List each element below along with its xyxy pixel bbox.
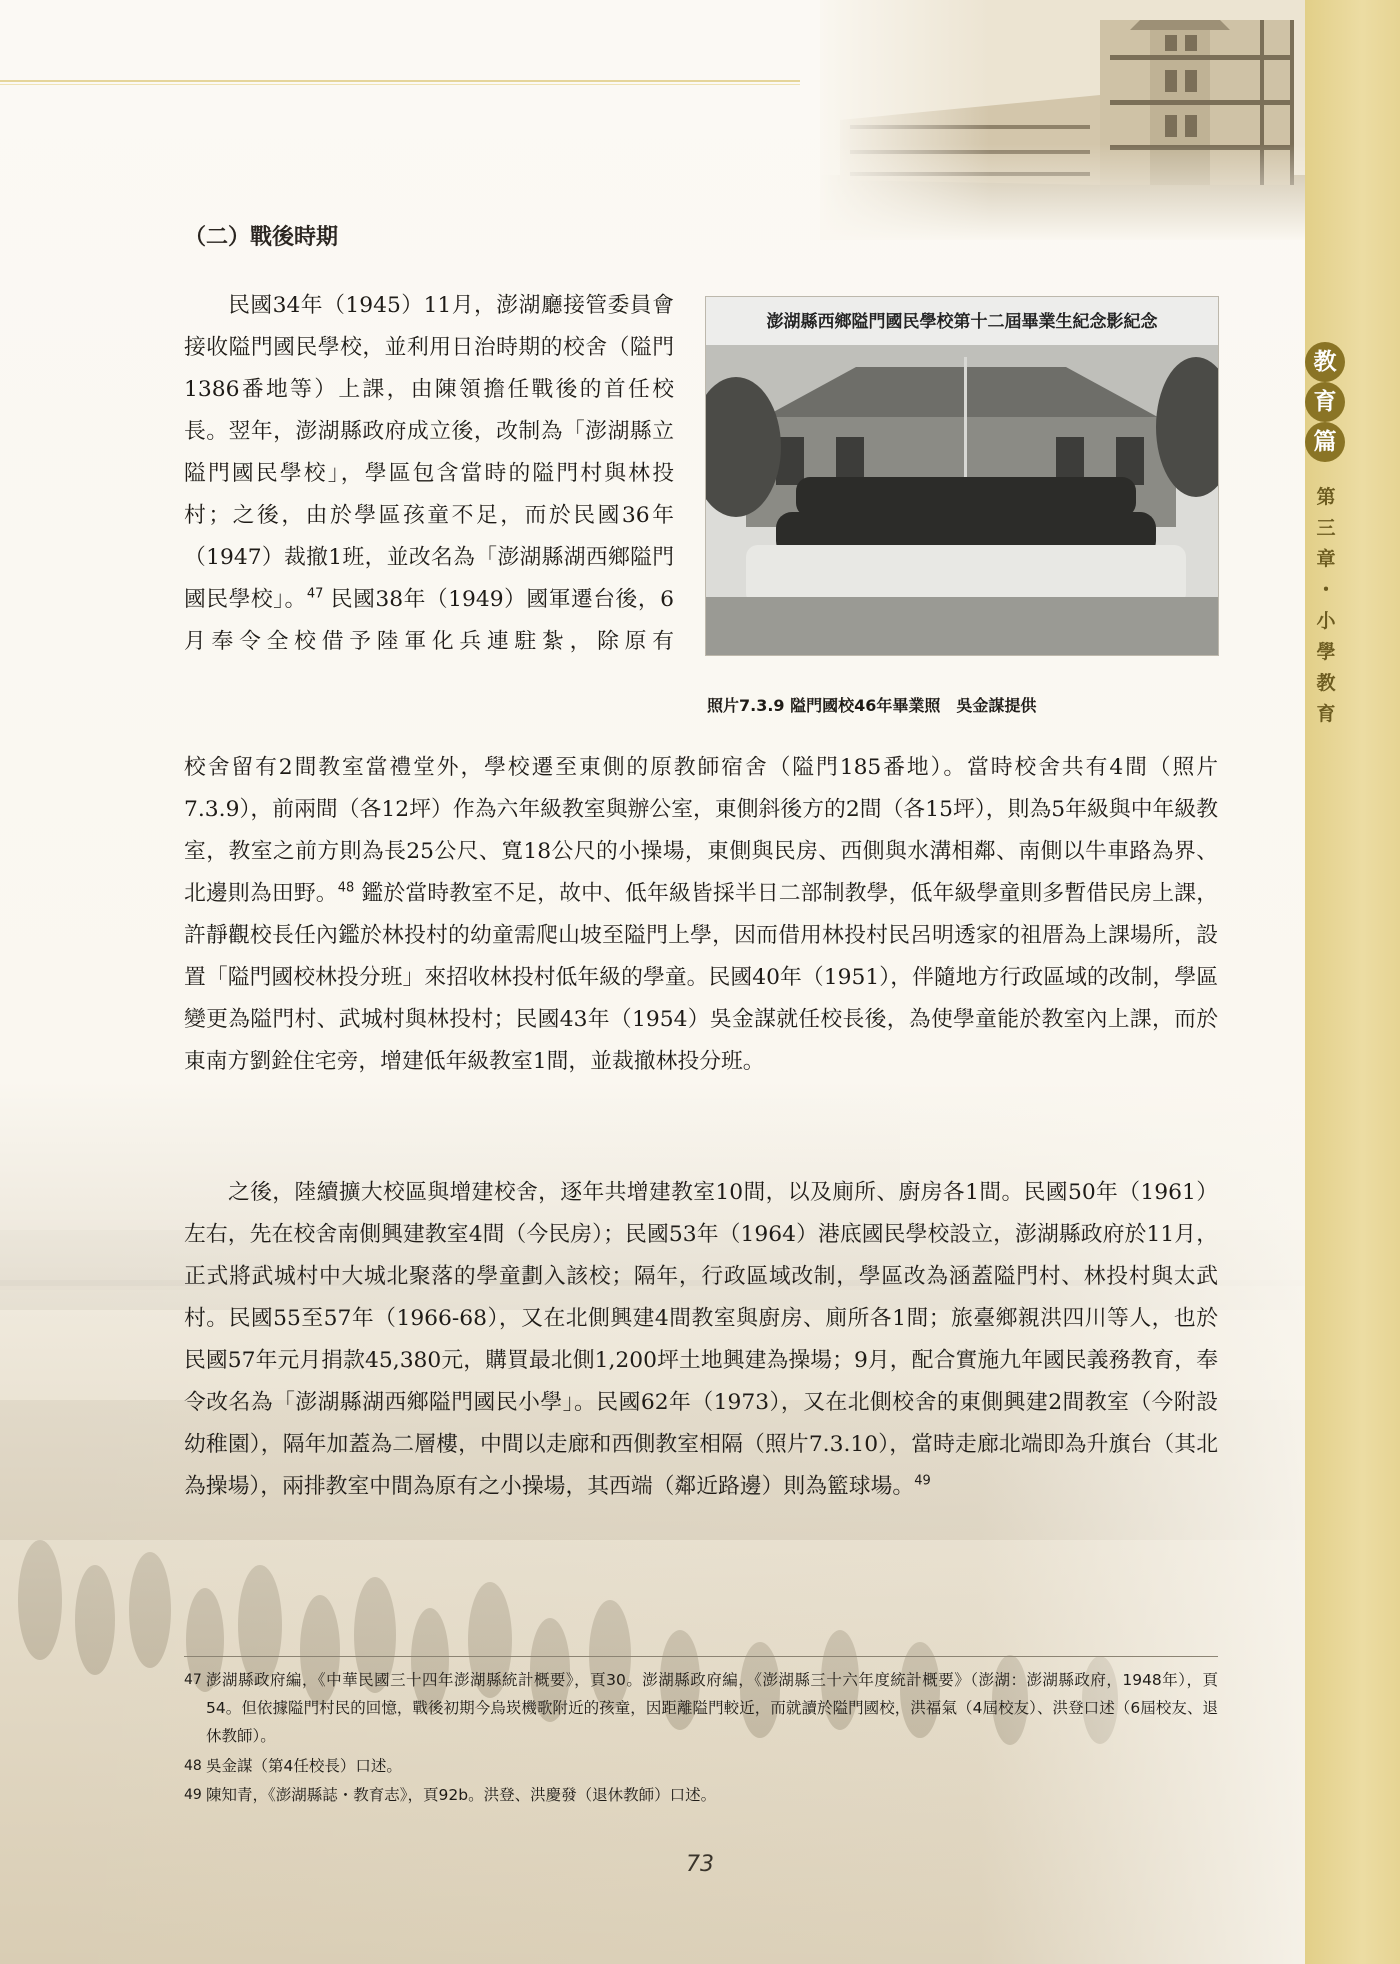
section-title: （二）戰後時期 <box>184 225 339 250</box>
header-rule <box>0 80 800 82</box>
footnote-number: 49 <box>184 1787 202 1803</box>
page-number: 73 <box>686 1852 714 1877</box>
footnote-divider <box>184 1656 1218 1657</box>
footnote-ref-48[interactable]: 48 <box>337 880 355 896</box>
paragraph-text: 民國38年（1949）國軍遷台後，6月奉令全校借予陸軍化兵連駐紮，除原有 <box>184 587 674 654</box>
header-building-image <box>820 0 1305 240</box>
footnote-ref-47[interactable]: 47 <box>306 586 324 602</box>
side-tab-char: 育 <box>1305 382 1345 422</box>
paragraph-text: 校舍留有2間教室當禮堂外，學校遷至東側的原教師宿舍（隘門185番地）。當時校舍共有4間（照片7.3.9），前兩間（各12坪）作為六年級教室與辦公室，東側斜後方的2間（各15坪），則為5年級與中年級教室，教室之前方則為長25公尺、寬18公尺的小操場，東側與民房、西側與水溝相鄰、南側以牛車路為界、北邊則為田野。 <box>184 755 1218 906</box>
footnote-number: 48 <box>184 1758 202 1774</box>
side-band <box>1305 0 1400 1964</box>
side-tab-char: 教 <box>1305 342 1345 382</box>
footnote-text: 陳知青，《澎湖縣誌・教育志》，頁92b。洪登、洪慶發（退休教師）口述。 <box>206 1786 717 1804</box>
footnote-ref-49[interactable]: 49 <box>914 1473 931 1489</box>
footnote-49 <box>184 1781 1218 1809</box>
footnote-48 <box>184 1752 1218 1780</box>
photo-title-strip: 澎湖縣西鄉隘門國民學校第十二屆畢業生紀念影紀念 <box>766 312 1158 332</box>
footnote-text: 澎湖縣政府編，《中華民國三十四年澎湖縣統計概要》，頁30。澎湖縣政府編，《澎湖縣三十六年度統計概要》（澎湖：澎湖縣政府，1948年），頁54。但依據隘門村民的回憶，戰後初期今烏崁機歌附近的孩童，因距離隘門較近，而就讀於隘門國校，洪福氣（4屆校友）、洪登口述（6屆校友、退休教師）。 <box>206 1671 1218 1745</box>
paragraph-text: 之後，陸續擴大校區與增建校舍，逐年共增建教室10間，以及廁所、廚房各1間。民國50年（1961）左右，先在校舍南側興建教室4間（今民房）；民國53年（1964）港底國民學校設立，澎湖縣政府於11月，正式將武城村中大城北聚落的學童劃入該校；隔年，行政區域改制，學區改為涵蓋隘門村、林投村與太武村。民國55至57年（1966-68），又在北側興建4間教室與廚房、廁所各1間；旅臺鄉親洪四川等人，也於民國57年元月捐款45,380元，購買最北側1,200坪土地興建為操場；9月，配合實施九年國民義務教育，奉令改名為「澎湖縣湖西鄉隘門國民小學」。民國62年（1973），又在北側校舍的東側興建2間教室（今附設幼稚園），隔年加蓋為二層樓，中間以走廊和西側教室相隔（照片7.3.10），當時走廊北端即為升旗台（其北為操場），兩排教室中間為原有之小操場，其西端（鄰近路邊）則為籃球場。 <box>184 1180 1218 1499</box>
paragraph-2 <box>184 1172 1218 1508</box>
paragraph-text: 民國34年（1945）11月，澎湖廳接管委員會接收隘門國民學校，並利用日治時期的校舍（隘門1386番地等）上課，由陳領擔任戰後的首任校長。翌年，澎湖縣政府成立後，改制為「澎湖縣立隘門國民學校」，學區包含當時的隘門村與林投村；之後，由於學區孩童不足，而於民國36年（1947）裁撤1班，並改名為「澎湖縣湖西鄉隘門國民學校」。 <box>184 293 674 612</box>
footnote-47 <box>184 1666 1218 1750</box>
header-rule <box>0 84 800 85</box>
paragraph-text: 鑑於當時教室不足，故中、低年級皆採半日二部制教學，低年級學童則多暫借民房上課，許靜觀校長任內鑑於林投村的幼童需爬山坡至隘門上學，因而借用林投村民呂明透家的祖厝為上課場所，設置「隘門國校林投分班」來招收林投村低年級的學童。民國40年（1951），伴隨地方行政區域的改制，學區變更為隘門村、武城村與林投村；民國43年（1954）吳金謀就任校長後，為使學童能於教室內上課，而於東南方劉銓住宅旁，增建低年級教室1間，並裁撤林投分班。 <box>184 881 1218 1074</box>
paragraph-1-wrapped <box>184 285 674 663</box>
side-tab-char: 篇 <box>1305 422 1345 462</box>
footnote-number: 47 <box>184 1672 202 1688</box>
graduation-photo <box>705 296 1219 656</box>
footnote-text: 吳金謀（第4任校長）口述。 <box>206 1757 402 1775</box>
chapter-label: 第 三 章 ・ 小 學 教 育 <box>1316 486 1336 725</box>
photo-caption: 照片7.3.9 隘門國校46年畢業照 吳金謀提供 <box>707 696 1037 715</box>
paragraph-1-continued <box>184 747 1218 1083</box>
side-tab <box>1302 342 1350 462</box>
